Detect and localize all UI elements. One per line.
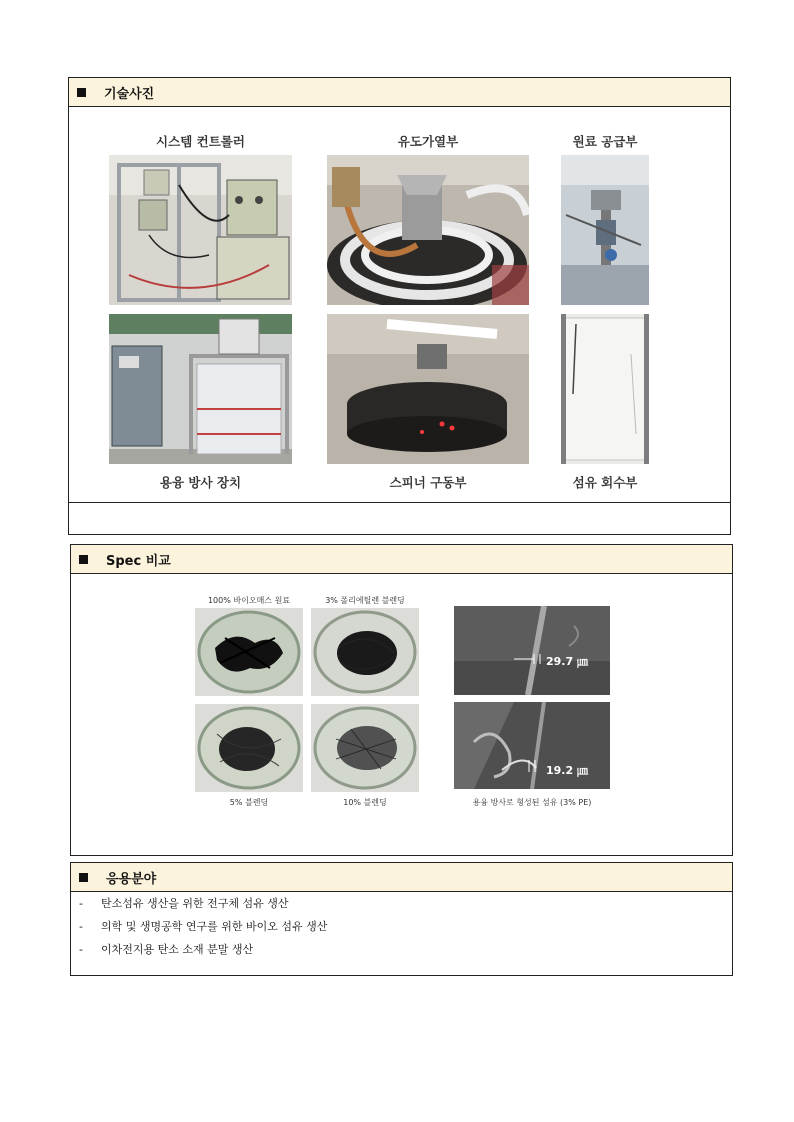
caption-fiber-collection: 섬유 회수부 (572, 475, 638, 490)
caption-biomass: 100% 바이오매스 원료 (207, 596, 291, 605)
measurement-top: 29.7 ㎛ (546, 655, 588, 668)
photo-system-controller (109, 155, 292, 305)
tech-photos-bottom-row (69, 502, 730, 503)
photo-spinner-drive (327, 314, 529, 464)
tech-photos-section (68, 77, 731, 535)
square-bullet-icon (79, 873, 88, 882)
photo-blend5-dish (195, 704, 303, 792)
photo-blend10-dish (311, 704, 419, 792)
caption-pe3: 3% 폴리에틸렌 블렌딩 (325, 596, 405, 605)
photo-biomass-dish (195, 608, 303, 696)
spec-header (71, 545, 732, 574)
sem-image-bottom (454, 702, 610, 789)
application-text: 이차전지용 탄소 소재 분말 생산 (101, 943, 254, 956)
dash-bullet-icon: - (79, 919, 83, 933)
application-text: 의학 및 생명공학 연구를 위한 바이오 섬유 생산 (101, 920, 328, 933)
measurement-bottom: 19.2 ㎛ (546, 764, 588, 777)
caption-material-supply: 원료 공급부 (572, 134, 638, 149)
tech-photos-title: 기술사진 (104, 86, 155, 102)
application-item-3 (79, 941, 253, 957)
application-text: 탄소섬유 생산을 위한 전구체 섬유 생산 (101, 897, 289, 910)
sem-image-top (454, 606, 610, 695)
photo-material-supply (561, 155, 649, 305)
application-item-1 (79, 895, 289, 911)
applications-title: 응용분야 (106, 871, 157, 887)
caption-blend10: 10% 블렌딩 (343, 798, 387, 807)
dash-bullet-icon: - (79, 942, 83, 956)
applications-header (71, 863, 732, 892)
applications-section (70, 862, 733, 976)
spec-title: Spec 비교 (106, 553, 171, 569)
caption-induction-heating: 유도가열부 (397, 134, 459, 149)
caption-melt-spinning: 용융 방사 장치 (159, 475, 242, 490)
caption-system-controller: 시스템 컨트롤러 (156, 134, 245, 149)
square-bullet-icon (77, 88, 86, 97)
square-bullet-icon (79, 555, 88, 564)
caption-blend5: 5% 블렌딩 (229, 798, 269, 807)
tech-photos-header (69, 78, 730, 107)
spec-section (70, 544, 733, 856)
dash-bullet-icon: - (79, 896, 83, 910)
photo-melt-spinning (109, 314, 292, 464)
application-item-2 (79, 918, 327, 934)
photo-fiber-collection (561, 314, 649, 464)
photo-induction-heating (327, 155, 529, 305)
caption-spinner-drive: 스피너 구동부 (389, 475, 467, 490)
caption-sem: 용융 방사로 형성된 섬유 (3% PE) (472, 798, 592, 807)
photo-pe3-dish (311, 608, 419, 696)
